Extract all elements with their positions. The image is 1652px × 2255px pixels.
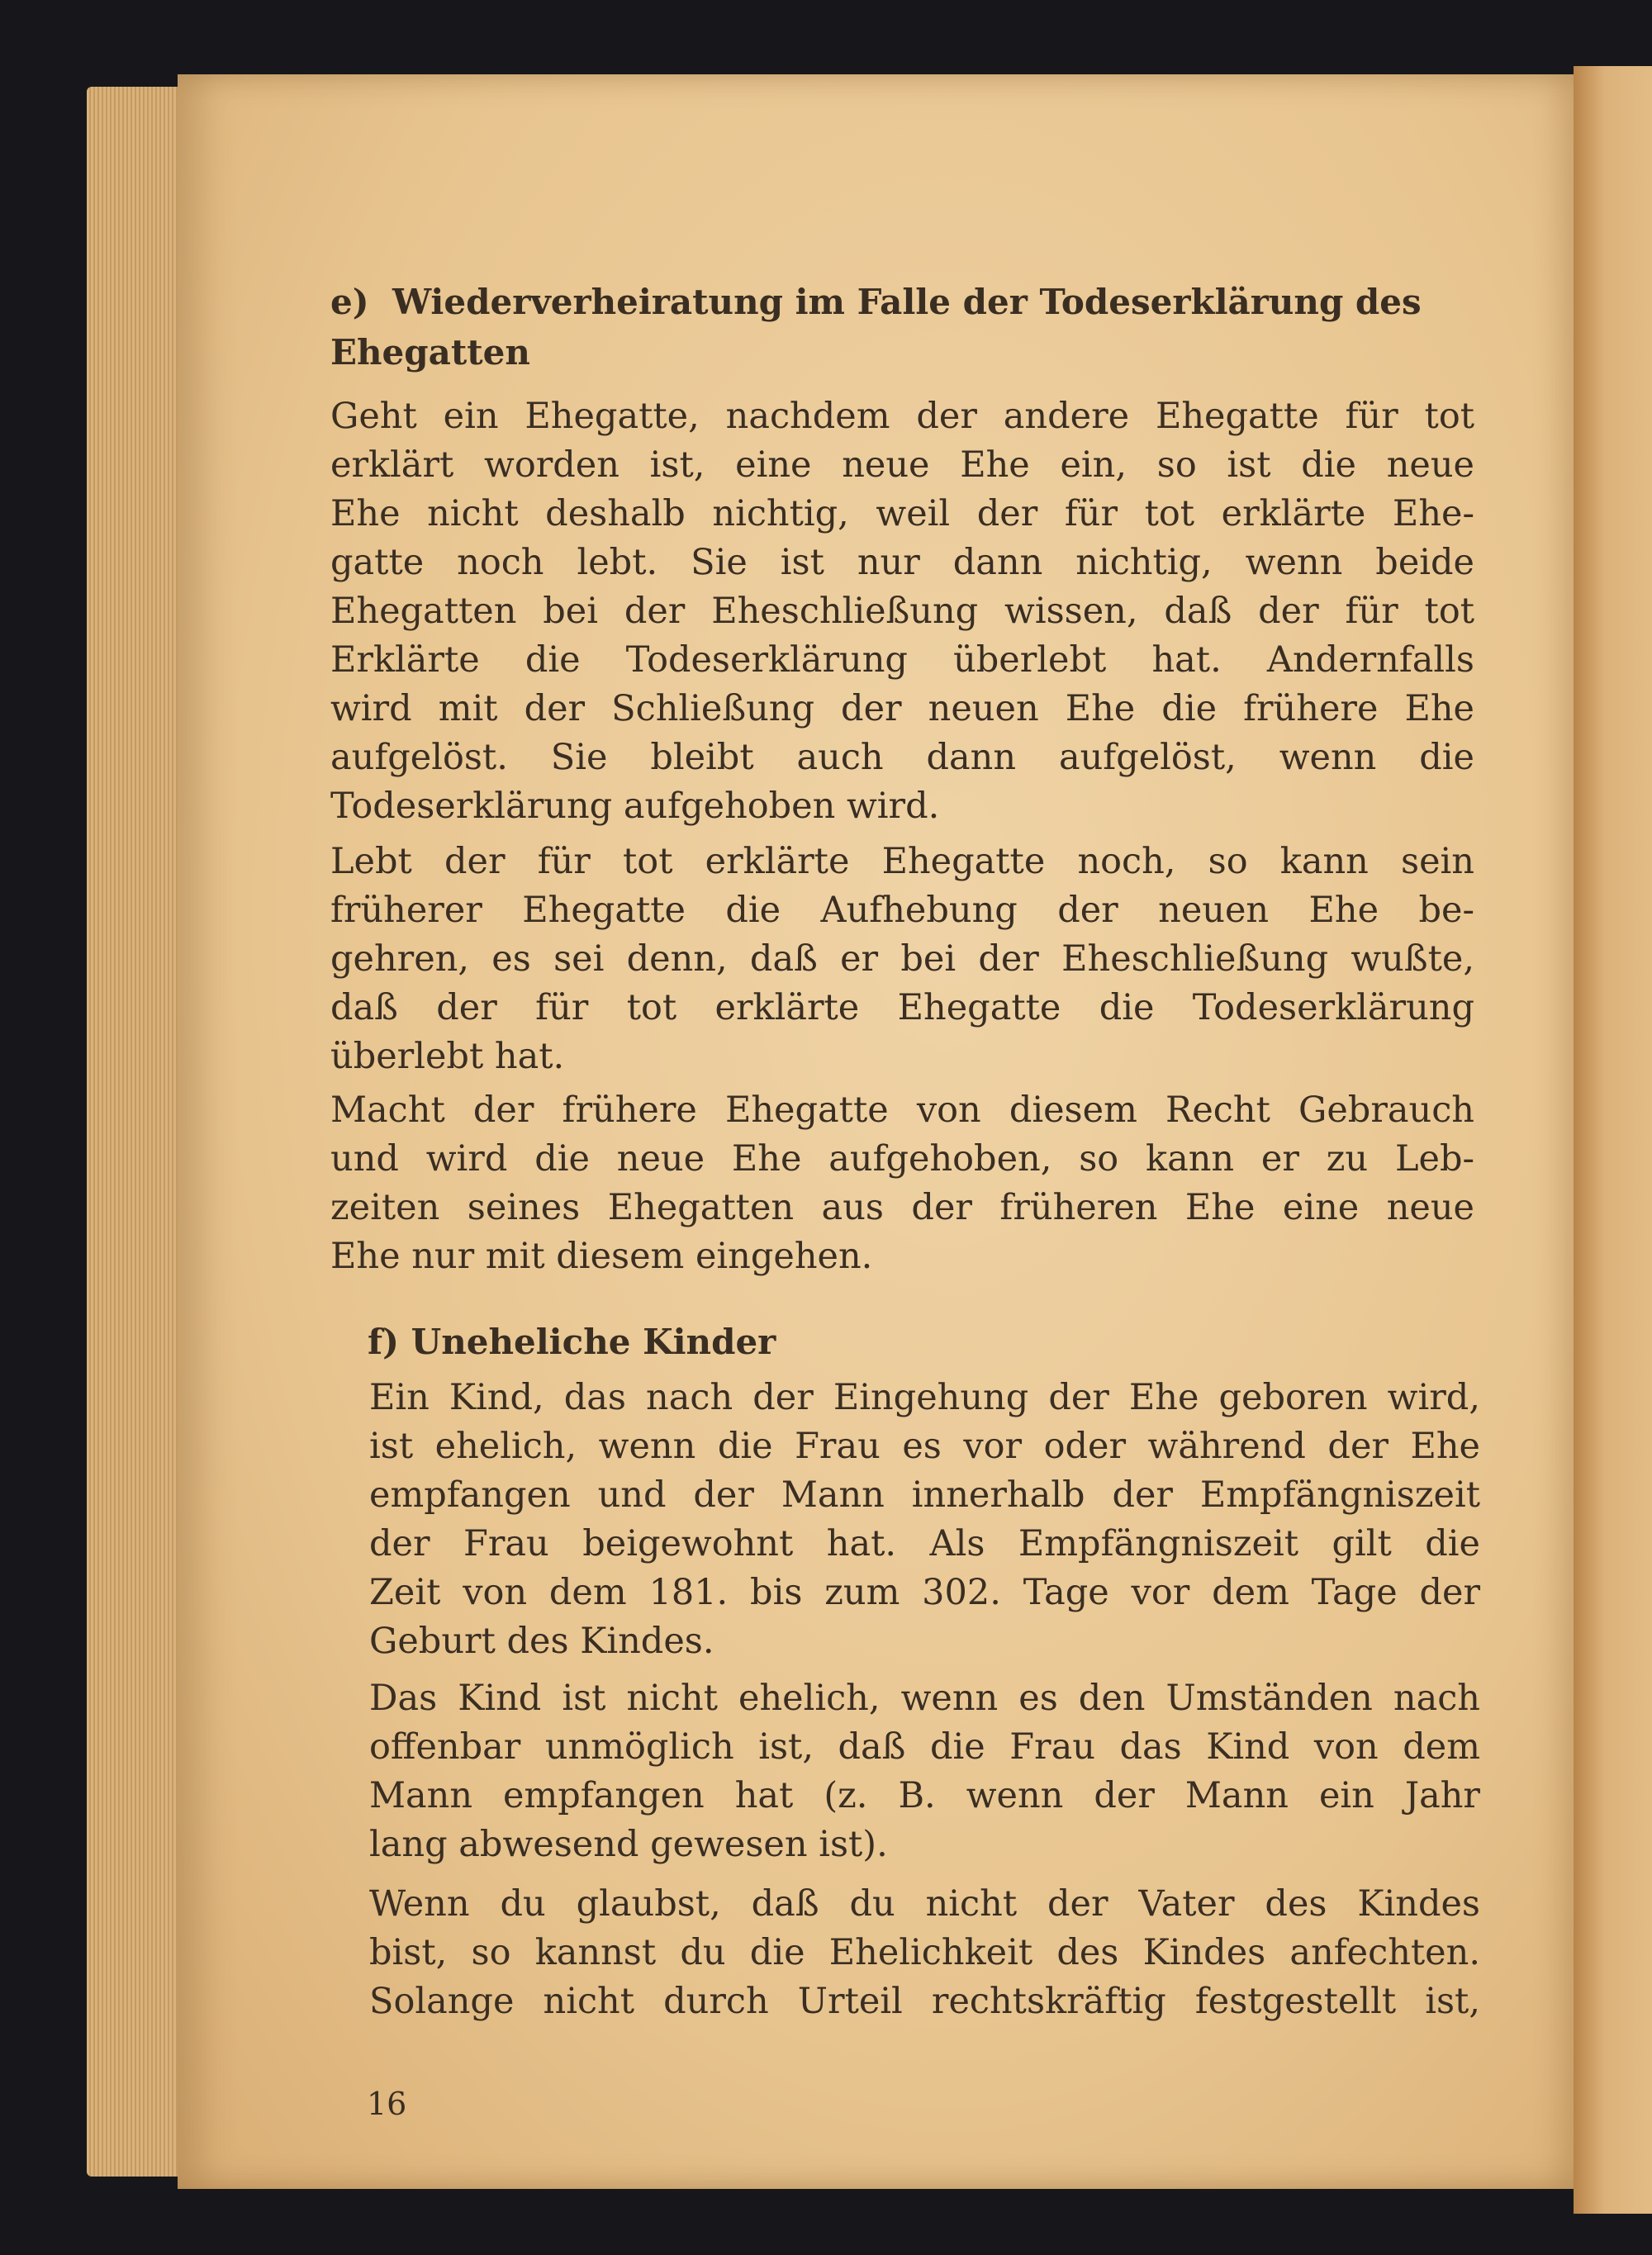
paragraph bbox=[330, 1086, 1474, 1281]
text-line: ist ehelich, wenn die Frau es vor oder während der Ehe bbox=[369, 1426, 1480, 1467]
text-line: Ehe nicht deshalb nichtig, weil der für tot erklärte Ehe- bbox=[330, 493, 1474, 534]
text-line: offenbar unmöglich ist, daß die Frau das Kind von dem bbox=[369, 1726, 1480, 1768]
text-line: aufgelöst. Sie bleibt auch dann aufgelöst, wenn die bbox=[330, 737, 1474, 778]
paragraph bbox=[369, 1880, 1480, 2026]
text-line: Geburt des Kindes. bbox=[369, 1621, 714, 1662]
text-line: Das Kind ist nicht ehelich, wenn es den Umständen nach bbox=[369, 1678, 1480, 1719]
section-label: f) bbox=[368, 1322, 399, 1362]
text-line: gehren, es sei denn, daß er bei der Eheschließung wußte, bbox=[330, 938, 1474, 980]
text-line: bist, so kannst du die Ehelichkeit des Kindes anfechten. bbox=[369, 1932, 1480, 1973]
text-line: Ein Kind, das nach der Eingehung der Ehe geboren wird, bbox=[369, 1377, 1480, 1418]
text-line: Geht ein Ehegatte, nachdem der andere Ehegatte für tot bbox=[330, 396, 1474, 437]
heading-line: Ehegatten bbox=[330, 332, 530, 373]
page-stack-edge bbox=[87, 87, 190, 2177]
paragraph bbox=[330, 838, 1474, 1081]
heading-line: Uneheliche Kinder bbox=[411, 1322, 776, 1362]
text-line: Erklärte die Todeserklärung überlebt hat. Andernfalls bbox=[330, 639, 1474, 681]
text-line: und wird die neue Ehe aufgehoben, so kann er zu Leb- bbox=[330, 1138, 1474, 1180]
text-line: überlebt hat. bbox=[330, 1036, 565, 1077]
text-line: Ehegatten bei der Eheschließung wissen, daß der für tot bbox=[330, 591, 1474, 632]
text-line: zeiten seines Ehegatten aus der früheren Ehe eine neue bbox=[330, 1187, 1474, 1228]
heading-line: Wiederverheiratung im Falle der Todeserklärung des bbox=[392, 282, 1422, 322]
text-line: lang abwesend gewesen ist). bbox=[369, 1824, 888, 1865]
text-line: daß der für tot erklärte Ehegatte die Todeserklärung bbox=[330, 987, 1474, 1028]
text-line: Todeserklärung aufgehoben wird. bbox=[330, 786, 940, 827]
text-line: Zeit von dem 181. bis zum 302. Tage vor dem Tage der bbox=[369, 1572, 1480, 1613]
text-line: der Frau beigewohnt hat. Als Empfängniszeit gilt die bbox=[369, 1523, 1480, 1564]
section-f-heading bbox=[330, 1317, 1474, 1367]
paragraph bbox=[369, 1374, 1480, 1666]
text-line: Solange nicht durch Urteil rechtskräftig festgestellt ist, bbox=[369, 1981, 1480, 2022]
text-line: Lebt der für tot erklärte Ehegatte noch, so kann sein bbox=[330, 841, 1474, 882]
paragraph bbox=[330, 392, 1474, 831]
text-line: erklärt worden ist, eine neue Ehe ein, so ist die neue bbox=[330, 444, 1474, 486]
text-line: früherer Ehegatte die Aufhebung der neuen Ehe be- bbox=[330, 890, 1474, 931]
paragraph bbox=[369, 1674, 1480, 1869]
page-number: 16 bbox=[367, 2086, 407, 2122]
text-line: gatte noch lebt. Sie ist nur dann nichtig, wenn beide bbox=[330, 542, 1474, 583]
text-line: Mann empfangen hat (z. B. wenn der Mann ein Jahr bbox=[369, 1775, 1480, 1816]
section-e-heading bbox=[330, 277, 1474, 377]
text-line: Wenn du glaubst, daß du nicht der Vater des Kindes bbox=[369, 1883, 1480, 1925]
text-line: Ehe nur mit diesem eingehen. bbox=[330, 1236, 873, 1277]
text-line: wird mit der Schließung der neuen Ehe die frühere Ehe bbox=[330, 688, 1474, 729]
text-line: Macht der frühere Ehegatte von diesem Recht Gebrauch bbox=[330, 1090, 1474, 1131]
text-line: empfangen und der Mann innerhalb der Empfängniszeit bbox=[369, 1474, 1480, 1516]
section-label: e) bbox=[330, 282, 369, 322]
facing-page-edge bbox=[1574, 66, 1652, 2214]
